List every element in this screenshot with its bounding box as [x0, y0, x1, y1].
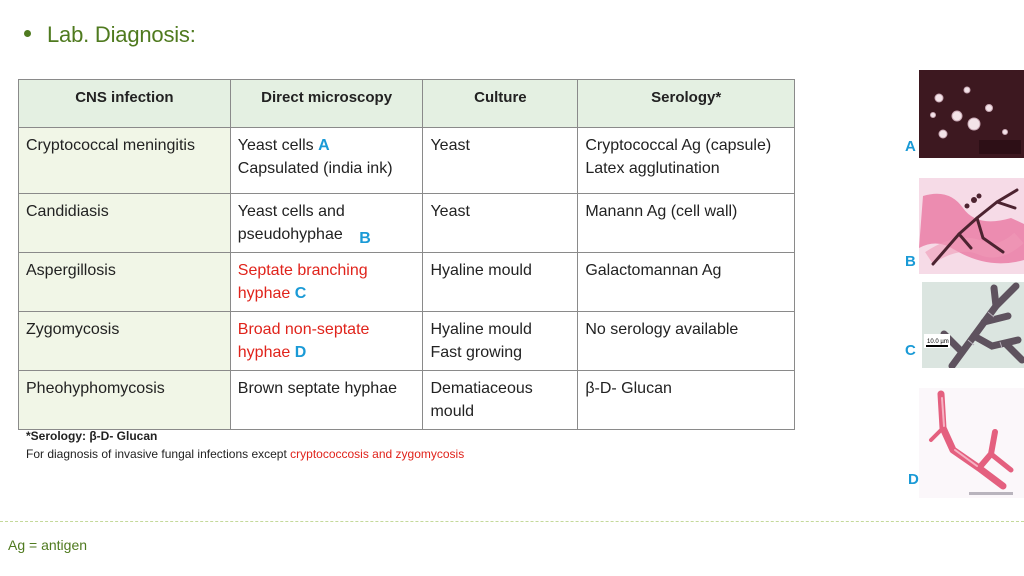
cell-culture [423, 371, 578, 430]
micrograph-c-label: C [905, 342, 916, 359]
note-text: For diagnosis of invasive fungal infections except [26, 447, 291, 461]
cell-culture [423, 253, 578, 312]
marker-label: D [294, 344, 307, 361]
cell-microscopy [230, 312, 423, 371]
note-highlight: cryptococcosis and zygomycosis [290, 447, 465, 461]
cell-microscopy [230, 253, 423, 312]
table-row [19, 371, 795, 430]
header-culture: Culture [423, 80, 578, 128]
footer-divider [0, 521, 1024, 522]
cell-infection: Cryptococcal meningitis [19, 128, 231, 194]
cell-text: Fast growing [430, 344, 523, 361]
micrograph-a-image [919, 70, 1024, 158]
cell-text: hyphae [237, 285, 291, 302]
cell-text: Cryptococcal Ag (capsule) [585, 137, 772, 154]
cell-text: Yeast [430, 137, 470, 154]
cell-text: Broad non-septate [237, 321, 370, 338]
cell-text: Yeast cells [237, 137, 314, 154]
cell-microscopy [230, 194, 423, 253]
header-cns-infection: CNS infection [19, 80, 231, 128]
cell-serology [578, 371, 795, 430]
footer-note: Ag = antigen [8, 537, 88, 553]
cell-text: Septate branching [237, 262, 368, 279]
cell-microscopy [230, 371, 423, 430]
table-row [19, 128, 795, 194]
cell-text: Manann Ag (cell wall) [585, 203, 738, 220]
cell-text: β-D- Glucan [585, 380, 672, 397]
table-row [19, 253, 795, 312]
cell-infection: Zygomycosis [19, 312, 231, 371]
cell-serology [578, 312, 795, 371]
micrograph-d-image [919, 388, 1024, 498]
slide-title-text: Lab. Diagnosis: [47, 22, 196, 47]
micrograph-c-image [922, 282, 1024, 368]
cell-serology [578, 128, 795, 194]
marker-label: C [294, 285, 307, 302]
table-header-row [19, 80, 795, 128]
cell-serology [578, 253, 795, 312]
cell-infection: Pheohyphomycosis [19, 371, 231, 430]
cell-infection: Aspergillosis [19, 253, 231, 312]
cell-text: Brown septate hyphae [237, 380, 397, 397]
cell-text: No serology available [585, 321, 739, 338]
note-heading: *Serology: β-D- Glucan [26, 429, 158, 443]
cell-text: pseudohyphae [237, 226, 343, 243]
cell-infection: Candidiasis [19, 194, 231, 253]
marker-label: A [318, 137, 330, 154]
cell-culture [423, 312, 578, 371]
cell-text: Hyaline mould [430, 262, 532, 279]
header-direct-microscopy: Direct microscopy [230, 80, 423, 128]
micrograph-b-label: B [905, 253, 916, 270]
cell-serology [578, 194, 795, 253]
note-text-line [26, 445, 464, 463]
cell-text: Galactomannan Ag [585, 262, 722, 279]
cell-text: Latex agglutination [585, 160, 720, 177]
cell-culture [423, 128, 578, 194]
cell-text: Yeast [430, 203, 470, 220]
header-serology: Serology* [578, 80, 795, 128]
marker-label: B [359, 230, 371, 247]
micrograph-a-label: A [905, 138, 916, 155]
cell-text: hyphae [237, 344, 291, 361]
cell-text: Yeast cells and [237, 203, 345, 220]
cell-text: Hyaline mould [430, 321, 532, 338]
diagnosis-table [18, 79, 795, 430]
cell-text: Dematiaceous [430, 380, 533, 397]
scale-bar-label: 10.0 µm [927, 339, 949, 345]
table-row [19, 194, 795, 253]
micrograph-d-label: D [908, 471, 919, 488]
cell-text: Capsulated (india ink) [237, 160, 393, 177]
cell-text: mould [430, 403, 475, 420]
serology-note [26, 427, 464, 463]
table-row [19, 312, 795, 371]
bullet-icon [24, 30, 31, 37]
slide-title [24, 22, 196, 48]
cell-microscopy [230, 128, 423, 194]
micrograph-b-image [919, 178, 1024, 274]
cell-culture [423, 194, 578, 253]
